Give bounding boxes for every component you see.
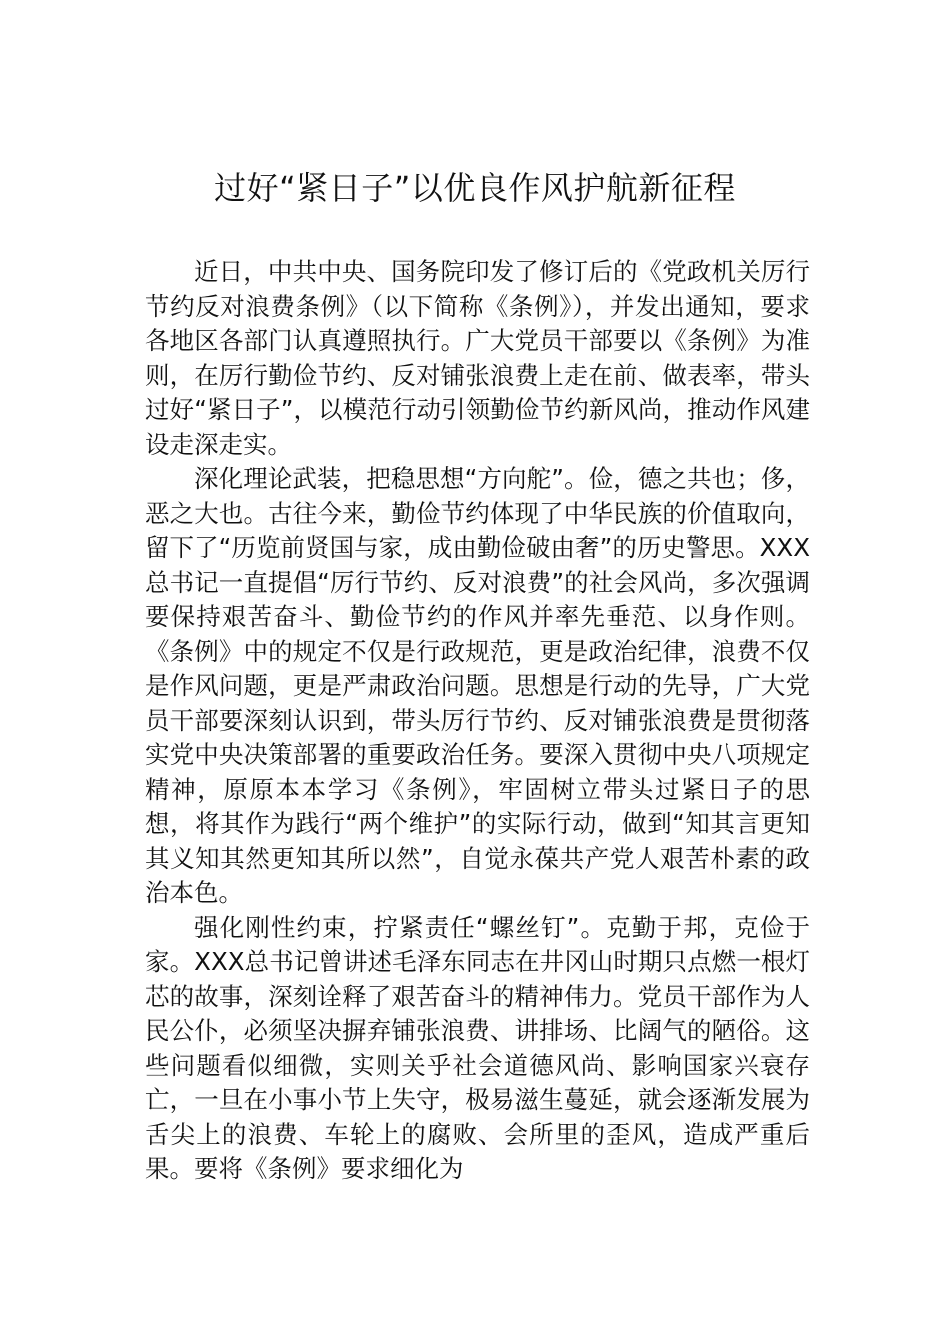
document-body	[145, 255, 810, 1187]
paragraph-theory: 深化理论武装，把稳思想“方向舵”。俭，德之共也；侈，恶之大也。古往今来，勤俭节约体现了中华民族的价值取向，留下了“历览前贤国与家，成由勤俭破由奢”的历史警思。XXX总书记一直提倡“厉行节约、反对浪费”的社会风尚，多次强调要保持艰苦奋斗、勤俭节约的作风并率先垂范、以身作则。《条例》中的规定不仅是行政规范，更是政治纪律，浪费不仅是作风问题，更是严肃政治问题。思想是行动的先导，广大党员干部要深刻认识到，带头厉行节约、反对铺张浪费是贯彻落实党中央决策部署的重要政治任务。要深入贯彻中央八项规定精神，原原本本学习《条例》，牢固树立带头过紧日子的思想，将其作为践行“两个维护”的实际行动，做到“知其言更知其义知其然更知其所以然”，自觉永葆共产党人艰苦朴素的政治本色。	[145, 464, 810, 907]
paragraph-constraint: 强化刚性约束，拧紧责任“螺丝钉”。克勤于邦，克俭于家。XXX总书记曾讲述毛泽东同志在井冈山时期只点燃一根灯芯的故事，深刻诠释了艰苦奋斗的精神伟力。党员干部作为人民公仆，必须坚决摒弃铺张浪费、讲排场、比阔气的陋俗。这些问题看似细微，实则关乎社会道德风尚、影响国家兴衰存亡，一旦在小事小节上失守，极易滋生蔓延，就会逐渐发展为舌尖上的浪费、车轮上的腐败、会所里的歪风，造成严重后果。要将《条例》要求细化为	[145, 912, 810, 1183]
paragraph-intro: 近日，中共中央、国务院印发了修订后的《党政机关厉行节约反对浪费条例》（以下简称《条例》），并发出通知，要求各地区各部门认真遵照执行。广大党员干部要以《条例》为准则，在厉行勤俭节约、反对铺张浪费上走在前、做表率，带头过好“紧日子”，以模范行动引领勤俭节约新风尚，推动作风建设走深走实。	[145, 257, 810, 459]
document-title: 过好“紧日子”以优良作风护航新征程	[214, 169, 736, 207]
